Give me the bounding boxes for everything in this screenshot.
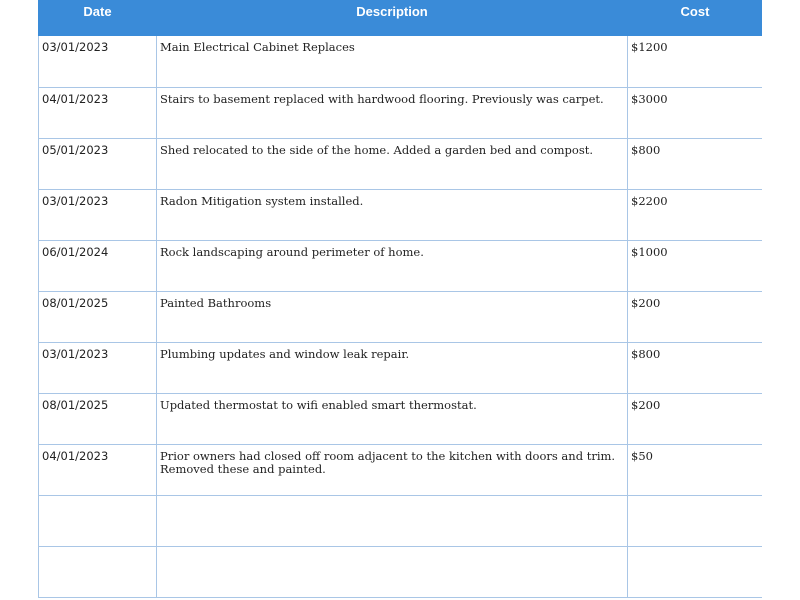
cell-description[interactable]: Updated thermostat to wifi enabled smart thermostat.	[157, 393, 628, 444]
cell-date[interactable]: 05/01/2023	[39, 138, 157, 189]
cell-date[interactable]: 06/01/2024	[39, 240, 157, 291]
cell-date[interactable]: 08/01/2025	[39, 393, 157, 444]
cell-cost[interactable]: $3000	[628, 87, 763, 138]
cell-date[interactable]	[39, 546, 157, 597]
cell-description[interactable]	[157, 495, 628, 546]
table-row	[39, 342, 763, 393]
cell-description[interactable]: Radon Mitigation system installed.	[157, 189, 628, 240]
cell-cost[interactable]: $50	[628, 444, 763, 495]
cell-description[interactable]: Painted Bathrooms	[157, 291, 628, 342]
cell-description[interactable]: Rock landscaping around perimeter of home.	[157, 240, 628, 291]
header-cost: Cost	[628, 0, 763, 36]
header-description: Description	[157, 0, 628, 36]
cell-description[interactable]: Stairs to basement replaced with hardwood flooring. Previously was carpet.	[157, 87, 628, 138]
cell-cost[interactable]	[628, 495, 763, 546]
cell-date[interactable]: 04/01/2023	[39, 444, 157, 495]
cell-cost[interactable]: $1000	[628, 240, 763, 291]
cell-description[interactable]: Main Electrical Cabinet Replaces	[157, 36, 628, 87]
improvements-table-container	[38, 0, 762, 600]
cell-cost[interactable]	[628, 546, 763, 597]
table-row	[39, 240, 763, 291]
improvements-table	[38, 0, 762, 598]
table-row	[39, 36, 763, 87]
cell-cost[interactable]: $200	[628, 393, 763, 444]
cell-cost[interactable]: $200	[628, 291, 763, 342]
cell-cost[interactable]: $2200	[628, 189, 763, 240]
cell-date[interactable]: 03/01/2023	[39, 342, 157, 393]
table-header-row	[39, 0, 763, 36]
cell-date[interactable]: 03/01/2023	[39, 36, 157, 87]
cell-date[interactable]: 08/01/2025	[39, 291, 157, 342]
cell-description[interactable]: Prior owners had closed off room adjacent to the kitchen with doors and trim. Removed these and painted.	[157, 444, 628, 495]
header-date: Date	[39, 0, 157, 36]
cell-cost[interactable]: $1200	[628, 36, 763, 87]
cell-description[interactable]: Shed relocated to the side of the home. Added a garden bed and compost.	[157, 138, 628, 189]
table-row	[39, 87, 763, 138]
cell-cost[interactable]: $800	[628, 342, 763, 393]
table-row-empty	[39, 546, 763, 597]
table-row	[39, 444, 763, 495]
cell-cost[interactable]: $800	[628, 138, 763, 189]
cell-date[interactable]: 03/01/2023	[39, 189, 157, 240]
cell-description[interactable]	[157, 546, 628, 597]
table-row	[39, 138, 763, 189]
cell-description[interactable]: Plumbing updates and window leak repair.	[157, 342, 628, 393]
table-row	[39, 291, 763, 342]
table-row-empty	[39, 495, 763, 546]
cell-date[interactable]	[39, 495, 157, 546]
cell-date[interactable]: 04/01/2023	[39, 87, 157, 138]
table-row	[39, 189, 763, 240]
table-row	[39, 393, 763, 444]
